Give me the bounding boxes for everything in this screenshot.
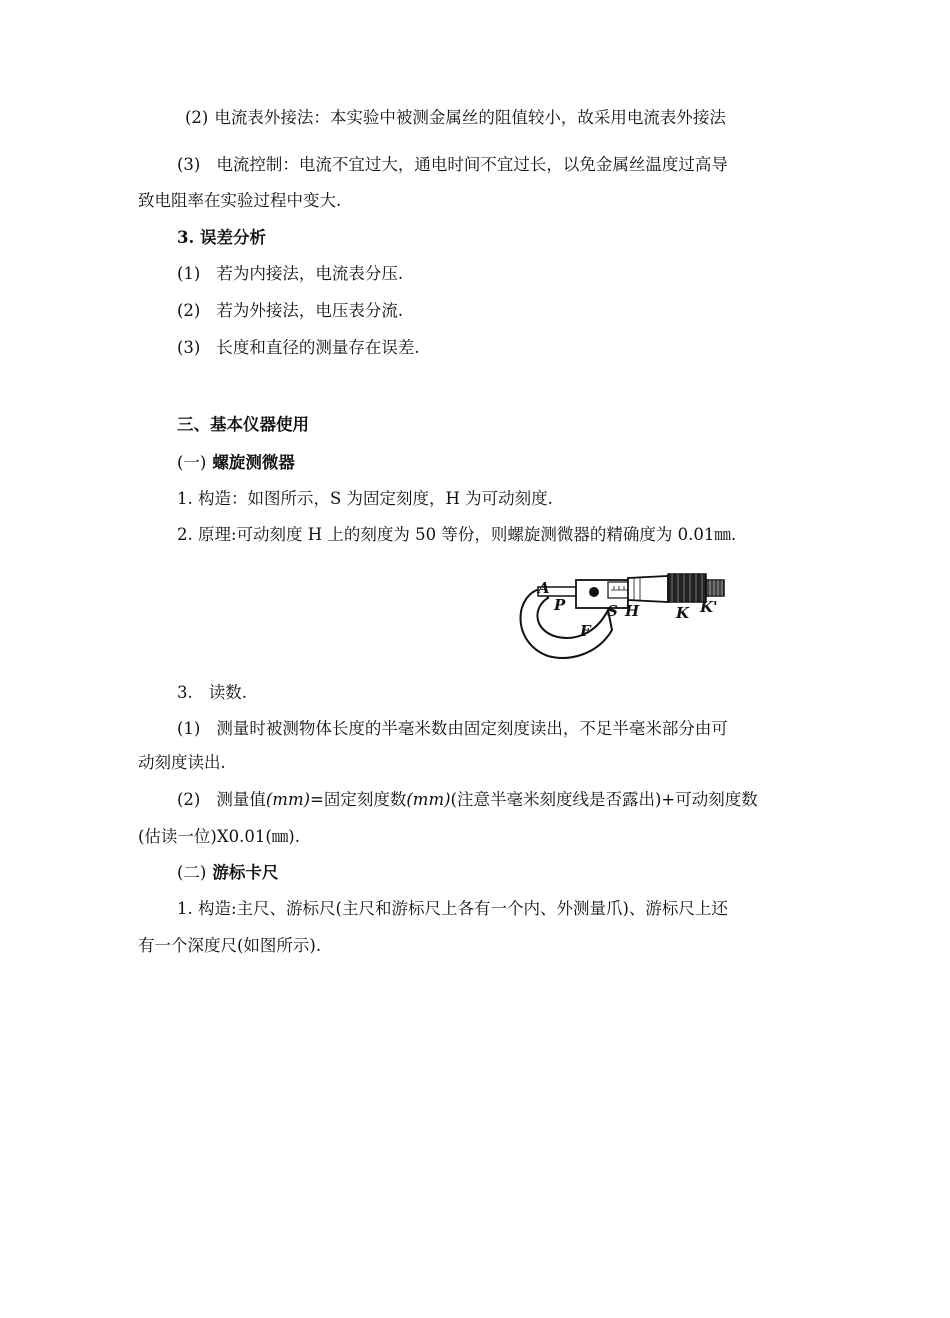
heading-error-analysis: 3. 误差分析 <box>177 228 266 247</box>
micrometer-structure: 1. 构造：如图所示，S 为固定刻度，H 为可动刻度. <box>177 489 553 508</box>
ratchet <box>706 580 724 596</box>
error-item-2: (2) 若为外接法，电压表分流. <box>177 301 404 320</box>
micrometer-figure <box>508 572 734 664</box>
heading-basic-instruments: 三、基本仪器使用 <box>177 415 309 434</box>
subheading-micrometer: (一) 螺旋测微器 <box>177 453 295 472</box>
label-A: A <box>538 579 550 597</box>
reading-item-1-cont: 动刻度读出. <box>138 753 226 772</box>
micrometer-principle: 2. 原理:可动刻度 H 上的刻度为 50 等份，则螺旋测微器的精确度为 0.01㎜. <box>177 525 737 544</box>
vernier-structure: 1. 构造:主尺、游标尺(主尺和游标尺上各有一个内、外测量爪)、游标尺上还 <box>177 899 728 918</box>
label-H: H <box>625 602 640 620</box>
label-K: K <box>676 604 690 622</box>
label-K-prime: K' <box>700 598 718 616</box>
reading-item-2: (2) 测量值(mm)=固定刻度数(mm)(注意半毫米刻度线是否露出)+可动刻度数 <box>177 790 758 809</box>
label-S: S <box>607 602 618 620</box>
error-item-1: (1) 若为内接法，电流表分压. <box>177 264 404 283</box>
subheading-vernier-caliper: (二) 游标卡尺 <box>177 863 279 882</box>
label-P: P <box>554 596 566 614</box>
micrometer-reading-heading: 3. 读数. <box>177 683 247 702</box>
paragraph-current-control: (3) 电流控制：电流不宜过大，通电时间不宜过长，以免金属丝温度过高导 <box>177 155 728 174</box>
label-F: F <box>580 622 591 640</box>
paragraph-external-connection: (2) 电流表外接法：本实验中被测金属丝的阻值较小，故采用电流表外接法 <box>185 108 726 127</box>
lock-knob <box>589 587 599 597</box>
error-item-3: (3) 长度和直径的测量存在误差. <box>177 338 420 357</box>
paragraph-current-control-cont: 致电阻率在实验过程中变大. <box>138 191 342 210</box>
reading-item-1: (1) 测量时被测物体长度的半毫米数由固定刻度读出，不足半毫米部分由可 <box>177 719 728 738</box>
vernier-structure-cont: 有一个深度尺(如图所示). <box>138 936 322 955</box>
reading-item-2-cont: (估读一位)X0.01(㎜). <box>138 827 300 846</box>
